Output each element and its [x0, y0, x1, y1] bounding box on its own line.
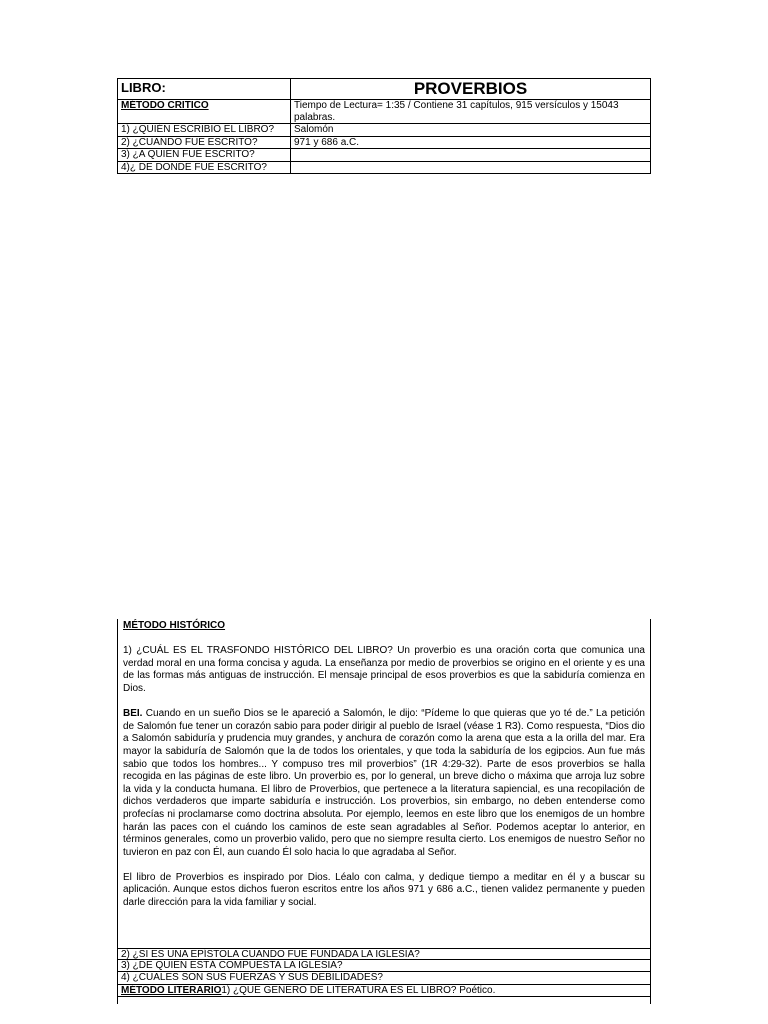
- question-to-whom: 3) ¿A QUIEN FUE ESCRITO?: [118, 149, 291, 162]
- question-church-founded: 2) ¿SI ES UNA EPÍSTOLA CUANDO FUE FUNDADA LA IGLESIA?: [117, 948, 651, 960]
- bei-paragraph: [123, 708, 645, 859]
- reading-time-info: Tiempo de Lectura= 1:35 / Contiene 31 capítulos, 915 versículos y 15043 palabras.: [291, 100, 651, 124]
- questions-list: [117, 948, 651, 997]
- historic-method-section: [118, 620, 650, 910]
- book-label: LIBRO:: [118, 79, 291, 100]
- historic-method-block: [117, 619, 651, 1004]
- book-title: PROVERBIOS: [291, 79, 651, 100]
- table-row: [118, 124, 651, 137]
- question-where-written: 4)¿ DE DONDE FUE ESCRITO?: [118, 161, 291, 174]
- critical-method-table: [117, 78, 651, 174]
- critical-method-label: MÉTODO CRITICO: [118, 100, 291, 124]
- answer-where-written: [291, 161, 651, 174]
- answer-to-whom: [291, 149, 651, 162]
- table-header-row: [118, 79, 651, 100]
- inspiration-paragraph: El libro de Proverbios es inspirado por Dios. Léalo con calma, y dedique tiempo a meditar en él y a buscar su aplicación. Aunque estos dichos fueron escritos entre los años 971 y 686 a.C., tienen validez permanente y pueden darle dirección para la vida familiar y social.: [123, 871, 645, 909]
- answer-who-wrote: Salomón: [291, 124, 651, 137]
- question-church-composed: 3) ¿DE QUIEN ESTÁ COMPUESTA LA IGLESIA?: [117, 960, 651, 972]
- literary-method-row: [117, 985, 651, 997]
- bei-text-quote: Cuando en un sueño Dios se le apareció a Salomón, le dijo: “Pídeme lo que quieras que yo té de.” La petición de Salomón fue tener un corazón sabio para poder dirigir al pueblo de Israel (véase 1 R3). Como respuesta, “Dios dio a Salomón sabiduría y prudencia muy grandes, y anchura de corazón como la arena que esta a la orilla del mar. Era mayor la sabiduría de Salomón que la de todos los orientales, y que toda la sabiduría de los egipcios. Aun fue más sabio que todos los hombres... Y compuso tres mil proverbios”: [123, 708, 645, 770]
- answer-when-written: 971 y 686 a.C.: [291, 136, 651, 149]
- bei-label: BEI.: [123, 708, 143, 720]
- table-row: [118, 136, 651, 149]
- historic-method-heading: MÉTODO HISTÓRICO: [123, 620, 226, 631]
- question-strengths-weaknesses: 4) ¿CUALES SON SUS FUERZAS Y SUS DEBILIDADES?: [117, 972, 651, 984]
- question-when-written: 2) ¿CUANDO FUE ESCRITO?: [118, 136, 291, 149]
- table-row: [118, 100, 651, 124]
- historic-background-paragraph: 1) ¿CUÁL ES EL TRASFONDO HISTÓRICO DEL LIBRO? Un proverbio es una oración corta que comunica una verdad moral en una forma concisa y aguda. La enseñanza por medio de proverbios se origino en el oriente y es una de las formas más antiguas de instrucción. El mensaje principal de esos proverbios es que la sabiduría comienza en Dios.: [123, 645, 645, 694]
- question-who-wrote: 1) ¿QUIÉN ESCRIBIO EL LIBRO?: [118, 124, 291, 137]
- literary-method-text: 1) ¿QUE GENERO DE LITERATURA ES EL LIBRO? Poético.: [221, 984, 496, 996]
- table-row: [118, 149, 651, 162]
- table-row: [118, 161, 651, 174]
- bei-text-body: (1R 4:29-32). Parte de esos proverbios se halla recogida en las páginas de este libro. Un proverbio es, por lo general, un breve dicho o máxima que arroja luz sobre la vida y la conducta humana. El libro de Proverbios, que pertenece a la literatura sapiencial, es una recopilación de dichos verdaderos que imparte sabiduría e instrucción. Los proverbios, sin embargo, no deben entenderse como profecías ni proclamarse como doctrina absoluta. Por ejemplo, leemos en este libro que los enemigos de un hombre harán las paces con el cuándo los caminos de este sean agradables al Señor. Podemos aceptar lo anterior, en términos generales, como un proverbio valido, pero que no siempre resulta cierto. Los enemigos de nuestro Señor no tuvieron en paz con Él, aun cuando Él solo hacia lo que agradaba al Señor.: [123, 758, 645, 858]
- literary-method-label: MÉTODO LITERARIO: [121, 984, 222, 996]
